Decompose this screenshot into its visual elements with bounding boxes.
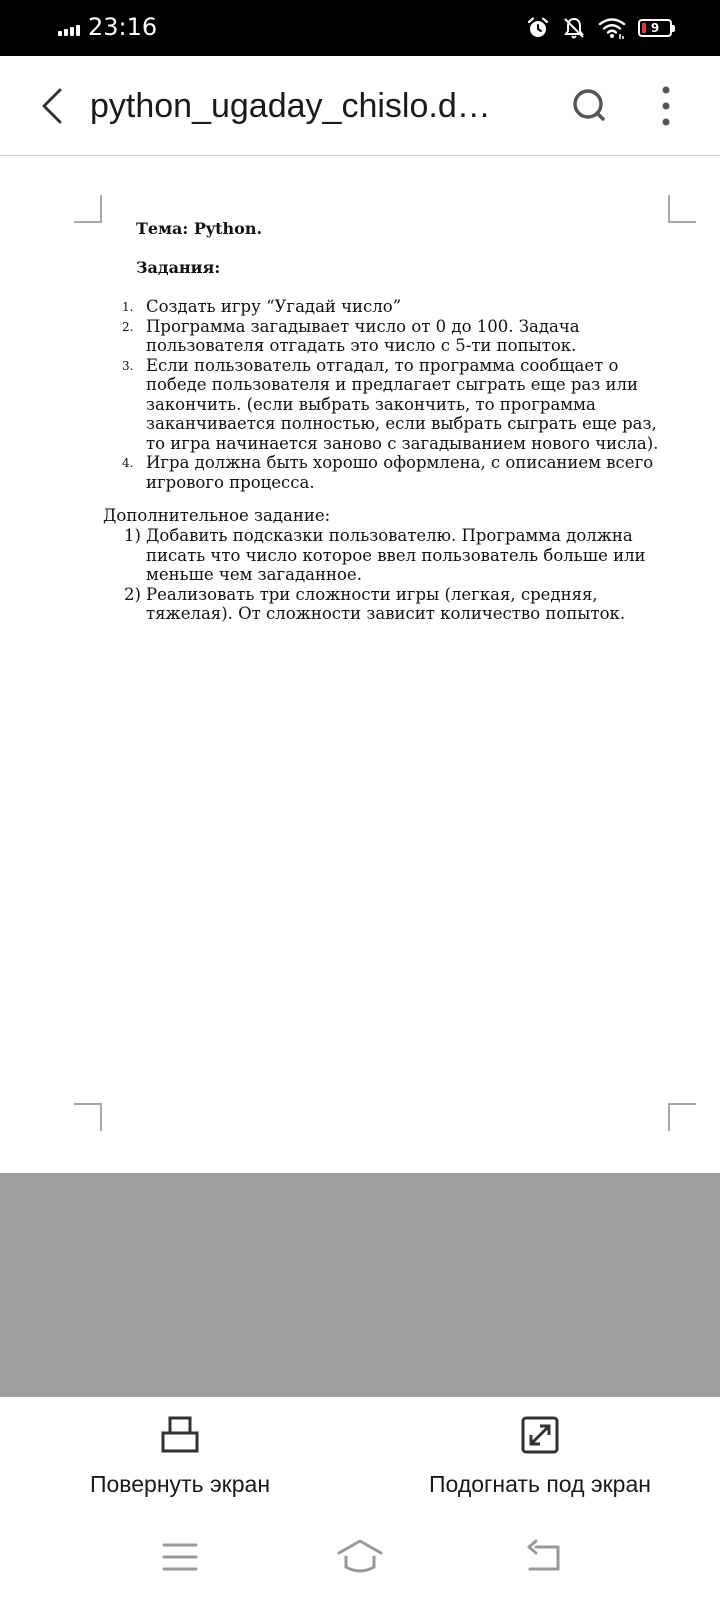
status-bar: [0, 0, 720, 56]
list-item-number: 3.: [122, 358, 134, 373]
list-item-number: 2.: [122, 319, 134, 334]
list-item-number: 2): [124, 584, 141, 604]
extra-tasks-list: [124, 526, 672, 624]
fit-screen-icon: [520, 1415, 560, 1455]
list-item-text: Игра должна быть хорошо оформлена, с описанием всего игрового процесса.: [146, 453, 654, 492]
rotate-screen-icon: [160, 1415, 200, 1455]
alarm-icon: [526, 16, 550, 40]
status-time: 23:16: [88, 13, 158, 41]
document-background: [0, 1173, 720, 1397]
home-icon: [336, 1537, 384, 1577]
list-item: [122, 317, 670, 356]
rotate-screen-button[interactable]: [30, 1397, 330, 1517]
list-item-number: 4.: [122, 456, 134, 470]
document-title: python_ugaday_chislo.d…: [90, 87, 491, 125]
back-arrow-icon: [30, 82, 78, 130]
nav-menu-button[interactable]: [156, 1537, 204, 1577]
back-button[interactable]: [30, 82, 78, 130]
list-item-number: 1): [124, 526, 141, 545]
list-item: [122, 356, 670, 454]
search-button[interactable]: [565, 82, 613, 130]
list-item: [124, 526, 672, 585]
fit-screen-button[interactable]: [390, 1397, 690, 1517]
nav-back-button[interactable]: [524, 1537, 572, 1577]
document-page[interactable]: [0, 157, 720, 1173]
battery-icon: [638, 19, 672, 37]
list-item-text: Если пользователь отгадал, то программа сообщает о победе пользователя и предлагает сыграть еще раз или закончить. (если выбрать закончить, то программа заканчивается полностью, если выбрать сыграть еще раз, то игра начинается заново с загадыванием нового числа).: [146, 355, 659, 453]
status-icons: [526, 14, 672, 42]
list-item: [122, 453, 670, 492]
more-options-button[interactable]: [642, 82, 690, 130]
fit-screen-label: Подогнать под экран: [429, 1471, 651, 1497]
list-item-text: Добавить подсказки пользователю. Программа должна писать что число которое ввел пользователь больше или меньше чем загаданное.: [146, 526, 646, 584]
list-item-number: 1.: [122, 300, 134, 314]
rotate-screen-label: Повернуть экран: [89, 1471, 271, 1497]
page-corner-mark: [668, 195, 696, 223]
document-topic: Тема: Python.: [136, 219, 263, 238]
list-item-text: Реализовать три сложности игры (легкая, средняя, тяжелая). От сложности зависит количество попыток.: [146, 584, 626, 623]
menu-icon: [156, 1537, 204, 1577]
page-corner-mark: [74, 195, 102, 223]
navigation-bar: [0, 1517, 720, 1600]
tasks-heading: Задания:: [136, 258, 221, 277]
list-item-text: Создать игру “Угадай число”: [146, 297, 402, 316]
search-icon: [565, 82, 613, 130]
app-bar: [0, 56, 720, 156]
list-item: [122, 297, 670, 317]
signal-icon: [58, 22, 82, 36]
page-corner-mark: [668, 1103, 696, 1131]
wifi-icon: [598, 16, 626, 40]
extra-tasks-heading: Дополнительное задание:: [103, 506, 331, 525]
list-item-text: Программа загадывает число от 0 до 100. Задача пользователя отгадать это число с 5-ти попыток.: [146, 316, 580, 355]
more-vert-icon: [642, 82, 690, 130]
battery-level: 9: [650, 21, 660, 35]
page-corner-mark: [74, 1103, 102, 1131]
notifications-off-icon: [562, 16, 586, 40]
tasks-list: [122, 297, 670, 492]
bottom-toolbar: [0, 1397, 720, 1517]
nav-home-button[interactable]: [336, 1537, 384, 1577]
back-icon: [524, 1537, 572, 1577]
list-item: [124, 585, 672, 624]
